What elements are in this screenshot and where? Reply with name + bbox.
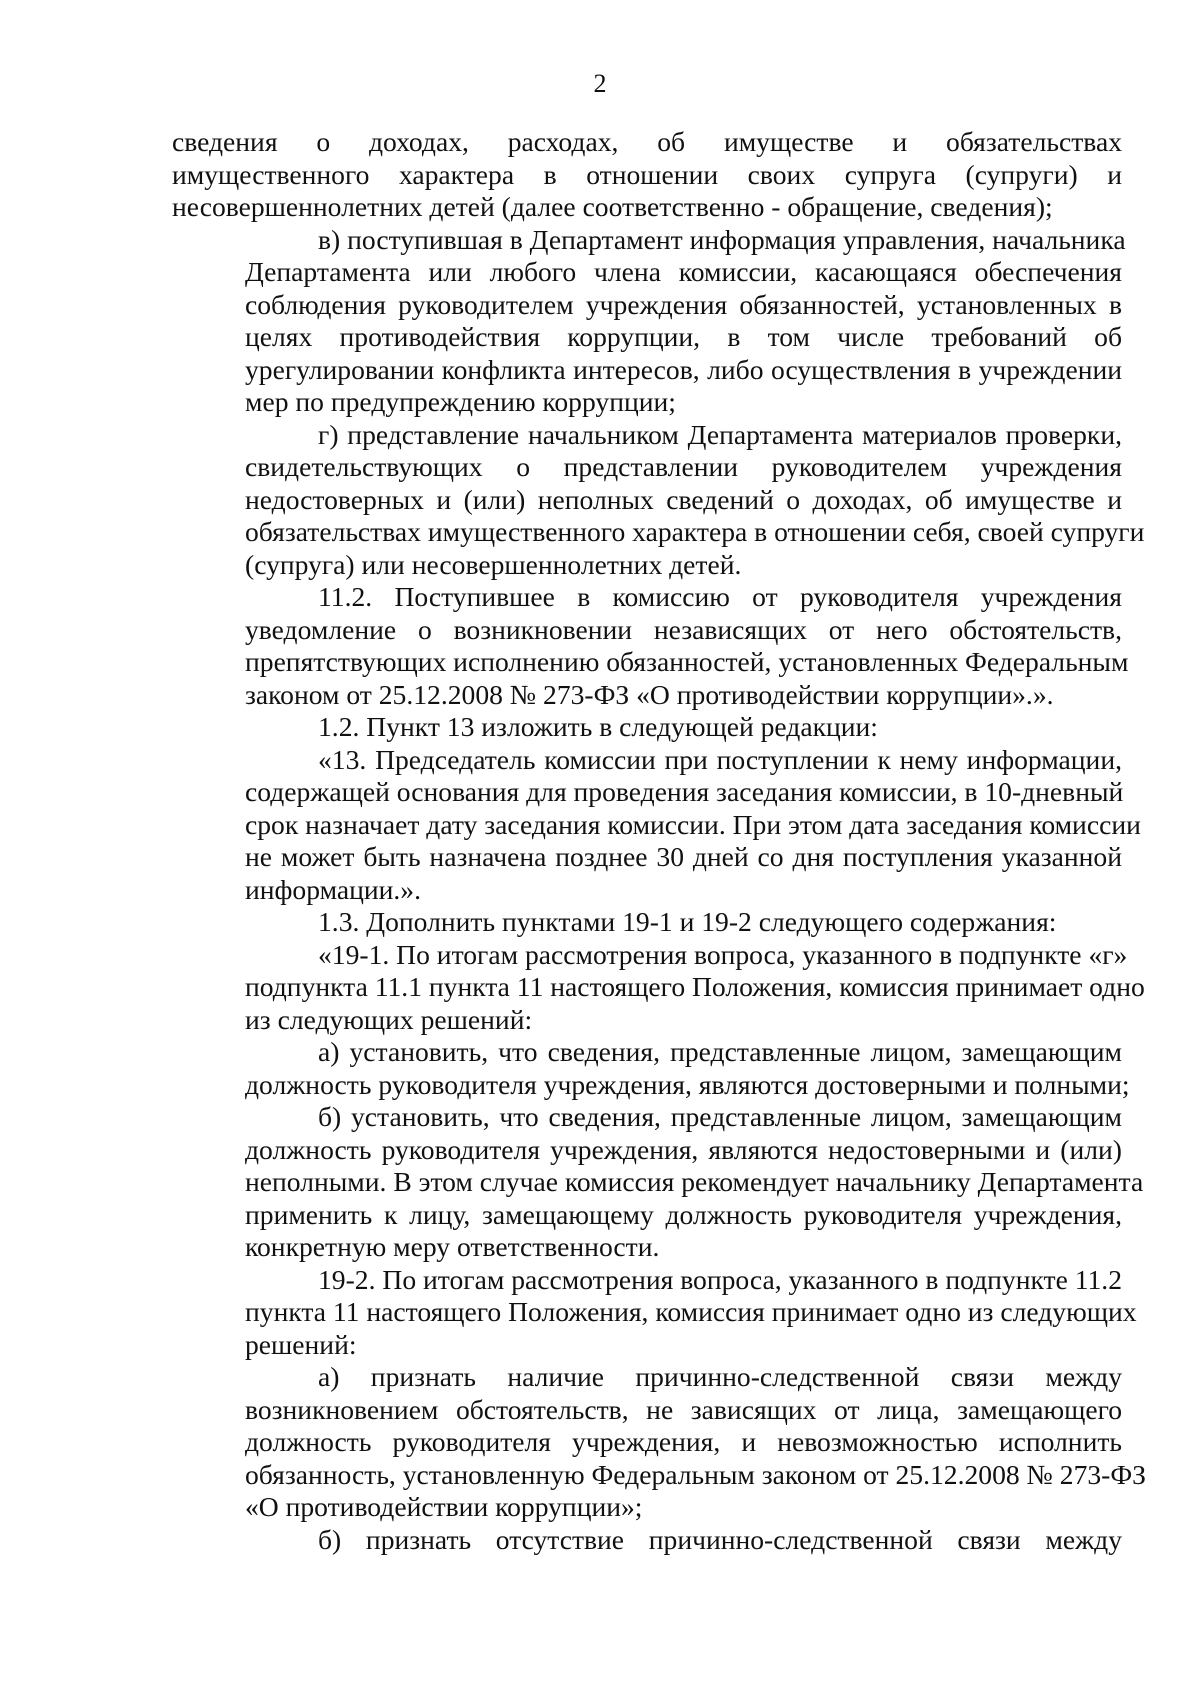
text-line: а) признать наличие причинно-следственной связи между bbox=[318, 1361, 1122, 1392]
text-line: неполными. В этом случае комиссия рекомендует начальнику Департамента bbox=[245, 1166, 1144, 1197]
text-line: свидетельствующих о представлении руководителем учреждения bbox=[245, 451, 1122, 482]
text-line: обязательствах имущественного характера в отношении себя, своей супруги bbox=[245, 516, 1145, 547]
paragraph bbox=[172, 1036, 1130, 1101]
text-line: (супруга) или несовершеннолетних детей. bbox=[245, 548, 742, 580]
text-line: несовершеннолетних детей (далее соответственно - обращение, сведения); bbox=[172, 191, 1053, 222]
text-line: «О противодействии коррупции»; bbox=[245, 1491, 643, 1522]
document-body bbox=[172, 126, 1146, 1556]
text-line: г) представление начальником Департамента материалов проверки, bbox=[318, 418, 1122, 450]
text-line: подпункта 11.1 пункта 11 настоящего Положения, комиссия принимает одно bbox=[245, 971, 1145, 1002]
text-line: содержащей основания для проведения заседания комиссии, в 10-дневный bbox=[245, 776, 1124, 807]
text-line: обязанность, установленную Федеральным законом от 25.12.2008 № 273-ФЗ bbox=[245, 1458, 1146, 1490]
text-line: в) поступившая в Департамент информация управления, начальника bbox=[318, 223, 1126, 255]
text-line: должность руководителя учреждения, и невозможностью исполнить bbox=[245, 1426, 1122, 1457]
paragraph bbox=[172, 1361, 1146, 1524]
text-line: 11.2. Поступившее в комиссию от руководителя учреждения bbox=[318, 581, 1122, 612]
page-number: 2 bbox=[593, 69, 607, 98]
text-line: 1.3. Дополнить пунктами 19-1 и 19-2 следующего содержания: bbox=[318, 906, 1057, 937]
paragraph bbox=[172, 711, 1122, 744]
text-line: решений: bbox=[245, 1328, 357, 1360]
text-line: должность руководителя учреждения, являются достоверными и полными; bbox=[245, 1068, 1130, 1100]
text-line: целях противодействия коррупции, в том числе требований об bbox=[245, 321, 1122, 352]
text-line: Департамента или любого члена комиссии, касающаяся обеспечения bbox=[245, 256, 1122, 287]
text-line: конкретную меру ответственности. bbox=[245, 1231, 660, 1262]
text-line: 1.2. Пункт 13 изложить в следующей редакции: bbox=[318, 711, 878, 742]
paragraph bbox=[172, 1524, 1122, 1557]
paragraph bbox=[172, 223, 1126, 419]
text-line: применить к лицу, замещающему должность руководителя учреждения, bbox=[245, 1198, 1122, 1230]
text-line: должность руководителя учреждения, являются недостоверными и (или) bbox=[245, 1133, 1122, 1165]
paragraph bbox=[172, 906, 1122, 939]
paragraph bbox=[172, 581, 1129, 711]
text-line: возникновением обстоятельств, не зависящих от лица, замещающего bbox=[245, 1393, 1122, 1425]
paragraph bbox=[172, 743, 1141, 907]
text-line: б) установить, что сведения, представленные лицом, замещающим bbox=[318, 1101, 1122, 1132]
text-line: законом от 25.12.2008 № 273-ФЗ «О противодействии коррупции».». bbox=[245, 678, 1054, 710]
text-line: из следующих решений: bbox=[245, 1003, 533, 1035]
text-line: мер по предупреждению коррупции; bbox=[245, 386, 676, 417]
text-line: срок назначает дату заседания комиссии. При этом дата заседания комиссии bbox=[245, 808, 1141, 840]
text-line: б) признать отсутствие причинно-следственной связи между bbox=[318, 1523, 1122, 1555]
text-line: «13. Председатель комиссии при поступлении к нему информации, bbox=[318, 743, 1122, 775]
text-line: имущественного характера в отношении своих супруга (супруги) и bbox=[172, 158, 1122, 190]
text-line: 19-2. По итогам рассмотрения вопроса, указанного в подпункте 11.2 bbox=[318, 1263, 1122, 1295]
text-line: соблюдения руководителем учреждения обязанностей, установленных в bbox=[245, 288, 1122, 320]
text-line: «19-1. По итогам рассмотрения вопроса, указанного в подпункте «г» bbox=[318, 938, 1128, 970]
text-line: препятствующих исполнению обязанностей, установленных Федеральным bbox=[245, 646, 1129, 677]
paragraph bbox=[172, 126, 1122, 224]
paragraph bbox=[172, 418, 1145, 582]
text-line: а) установить, что сведения, представленные лицом, замещающим bbox=[318, 1036, 1122, 1067]
paragraph bbox=[172, 1101, 1144, 1264]
text-line: не может быть назначена позднее 30 дней со дня поступления указанной bbox=[245, 841, 1122, 872]
text-line: пункта 11 настоящего Положения, комиссия принимает одно из следующих bbox=[245, 1296, 1137, 1327]
text-line: урегулировании конфликта интересов, либо осуществления в учреждении bbox=[245, 353, 1122, 385]
text-line: информации.». bbox=[245, 873, 422, 905]
text-line: недостоверных и (или) неполных сведений о доходах, об имуществе и bbox=[245, 483, 1122, 515]
paragraph bbox=[172, 1263, 1137, 1362]
text-line: уведомление о возникновении независящих от него обстоятельств, bbox=[245, 613, 1122, 645]
paragraph bbox=[172, 938, 1145, 1037]
text-line: сведения о доходах, расходах, об имуществе и обязательствах bbox=[172, 126, 1122, 157]
